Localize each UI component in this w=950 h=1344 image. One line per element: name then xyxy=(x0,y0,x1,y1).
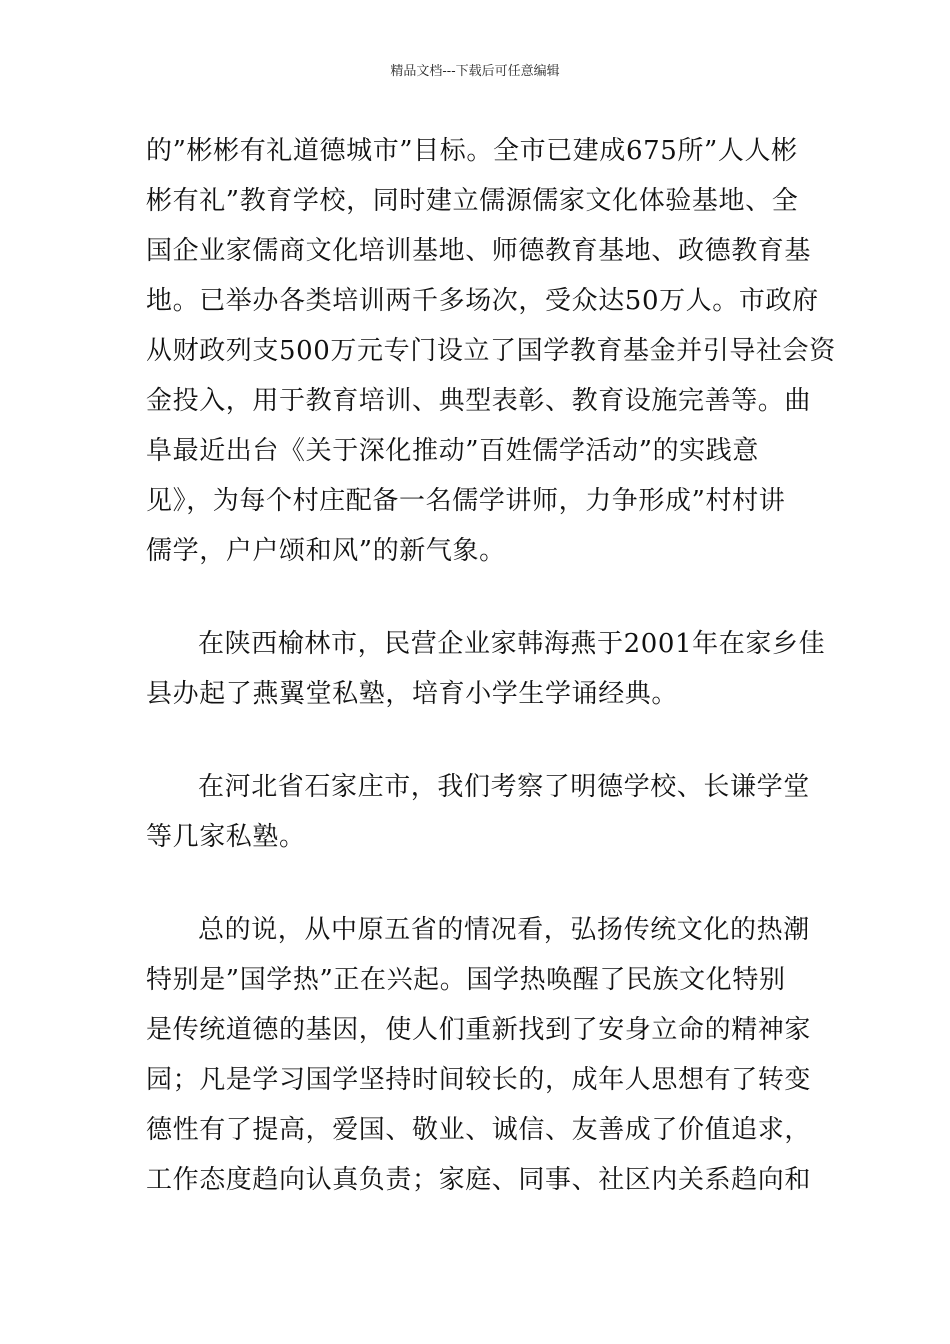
page-header: 精品文档---下载后可任意编辑 xyxy=(390,64,560,79)
text-line: 的”彬彬有礼道德城市”目标。全市已建成675所”人人彬 xyxy=(146,136,798,166)
text-line: 是传统道德的基因，使人们重新找到了安身立命的精神家 xyxy=(146,1015,812,1045)
text-line: 园；凡是学习国学坚持时间较长的，成年人思想有了转变 xyxy=(146,1065,812,1095)
paragraph xyxy=(146,619,826,719)
text-line: 德性有了提高，爱国、敬业、诚信、友善成了价值追求， xyxy=(146,1115,812,1145)
paragraph-gap xyxy=(146,719,806,762)
text-line: 从财政列支500万元专门设立了国学教育基金并引导社会资 xyxy=(146,336,836,366)
text-line: 工作态度趋向认真负责；家庭、同事、社区内关系趋向和 xyxy=(146,1165,812,1195)
paragraph xyxy=(146,762,810,862)
document-body xyxy=(146,126,836,1205)
paragraph xyxy=(146,126,836,576)
text-line: 儒学，户户颂和风”的新气象。 xyxy=(146,536,506,566)
text-line: 彬有礼”教育学校，同时建立儒源儒家文化体验基地、全 xyxy=(146,186,799,216)
text-line: 国企业家儒商文化培训基地、师德教育基地、政德教育基 xyxy=(146,236,812,266)
text-line: 金投入，用于教育培训、典型表彰、教育设施完善等。曲 xyxy=(146,386,812,416)
text-line: 在陕西榆林市，民营企业家韩海燕于2001年在家乡佳 xyxy=(198,629,826,659)
text-line: 总的说，从中原五省的情况看，弘扬传统文化的热潮 xyxy=(198,915,810,945)
text-line: 在河北省石家庄市，我们考察了明德学校、长谦学堂 xyxy=(198,772,810,802)
text-line: 等几家私塾。 xyxy=(146,822,306,852)
text-line: 见》，为每个村庄配备一名儒学讲师，力争形成”村村讲 xyxy=(146,486,786,516)
text-line: 地。已举办各类培训两千多场次，受众达50万人。市政府 xyxy=(146,286,819,316)
paragraph-gap xyxy=(146,576,806,619)
paragraph-gap xyxy=(146,862,806,905)
text-line: 阜最近出台《关于深化推动”百姓儒学活动”的实践意 xyxy=(146,436,759,466)
text-line: 县办起了燕翼堂私塾，培育小学生学诵经典。 xyxy=(146,679,679,709)
text-line: 特别是”国学热”正在兴起。国学热唤醒了民族文化特别 xyxy=(146,965,786,995)
paragraph xyxy=(146,905,812,1205)
